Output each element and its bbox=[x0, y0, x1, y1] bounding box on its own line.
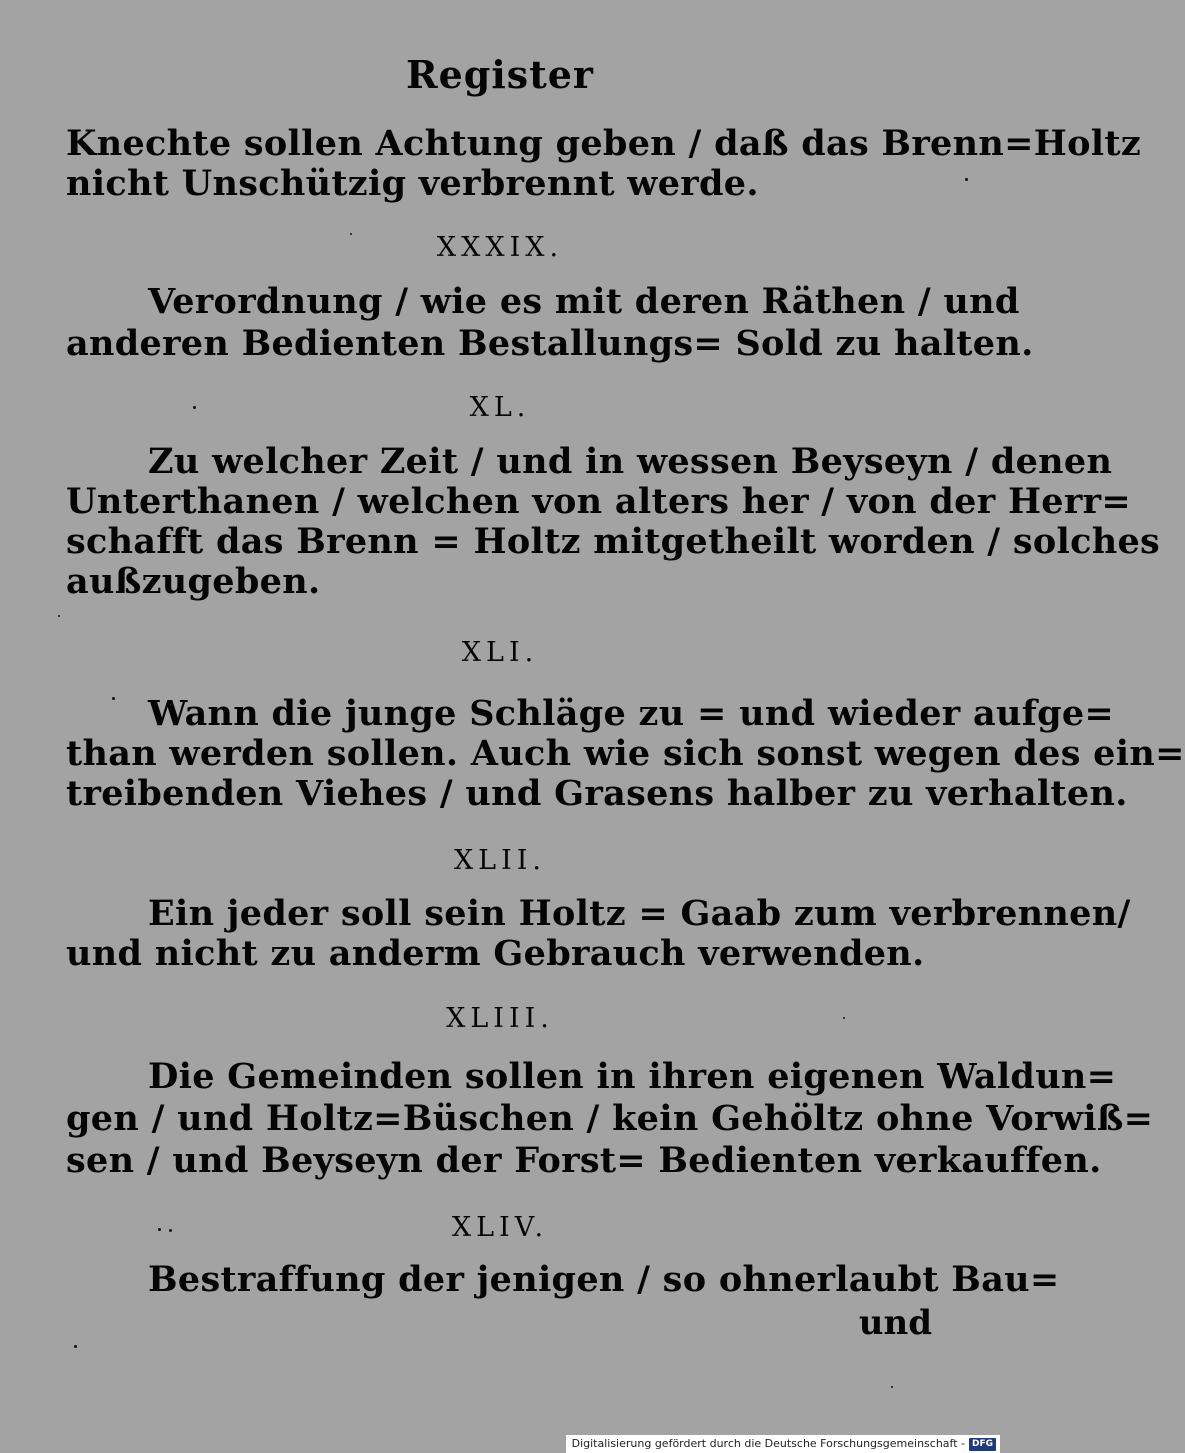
scan-speck bbox=[891, 1386, 893, 1388]
entry-line: sen / und Beyseyn der Forst= Bedienten verkauffen. bbox=[66, 1140, 1102, 1181]
entry-line: und nicht zu anderm Gebrauch verwenden. bbox=[66, 933, 925, 974]
section-numeral: XLI. bbox=[461, 637, 539, 668]
digitization-credit bbox=[566, 1435, 1000, 1453]
section-numeral: XLIV. bbox=[451, 1212, 549, 1243]
entry-line: treibenden Viehes / und Grasens halber zu verhalten. bbox=[66, 773, 1128, 814]
entry-line: schafft das Brenn = Holtz mitgetheilt worden / solches bbox=[66, 521, 1161, 562]
entry-line: than werden sollen. Auch wie sich sonst wegen des ein= bbox=[66, 733, 1185, 774]
scan-speck bbox=[112, 697, 115, 700]
entry-line: Knechte sollen Achtung geben / daß das Brenn=Holtz bbox=[66, 123, 1141, 164]
entry-line: Ein jeder soll sein Holtz = Gaab zum verbrennen/ bbox=[148, 893, 1131, 934]
section-numeral: XL. bbox=[469, 392, 531, 423]
entry-line: Die Gemeinden sollen in ihren eigenen Waldun= bbox=[148, 1056, 1117, 1097]
scan-speck bbox=[193, 406, 196, 409]
section-numeral: XLII. bbox=[453, 845, 547, 876]
entry-line: Verordnung / wie es mit deren Räthen / und bbox=[148, 281, 1020, 322]
running-head: Register bbox=[406, 52, 594, 97]
entry-line: Wann die junge Schläge zu = und wieder aufge= bbox=[148, 693, 1115, 734]
scan-speck bbox=[74, 1345, 77, 1348]
entry-line: nicht Unschützig verbrennt werde. bbox=[66, 163, 759, 204]
scan-speck bbox=[58, 615, 60, 617]
entry-line: gen / und Holtz=Büschen / kein Gehöltz ohne Vorwiß= bbox=[66, 1098, 1154, 1139]
scan-speck bbox=[169, 1229, 172, 1232]
entry-line: Unterthanen / welchen von alters her / von der Herr= bbox=[66, 481, 1131, 522]
entry-line: Zu welcher Zeit / und in wessen Beyseyn / denen bbox=[148, 441, 1113, 482]
scan-speck bbox=[158, 1228, 161, 1231]
scan-speck bbox=[350, 233, 352, 235]
credit-text: Digitalisierung gefördert durch die Deutsche Forschungsgemeinschaft - bbox=[571, 1437, 965, 1450]
entry-line: außzugeben. bbox=[66, 561, 321, 602]
entry-line: anderen Bedienten Bestallungs= Sold zu halten. bbox=[66, 323, 1034, 364]
section-numeral: XLIII. bbox=[446, 1003, 554, 1034]
entry-line: Bestraffung der jenigen / so ohnerlaubt Bau= bbox=[148, 1259, 1060, 1300]
section-numeral: XXXIX. bbox=[436, 232, 564, 263]
scan-speck bbox=[843, 1017, 845, 1019]
scan-speck bbox=[965, 178, 968, 181]
catchword: und bbox=[858, 1303, 932, 1343]
dfg-logo: DFG bbox=[969, 1438, 996, 1451]
